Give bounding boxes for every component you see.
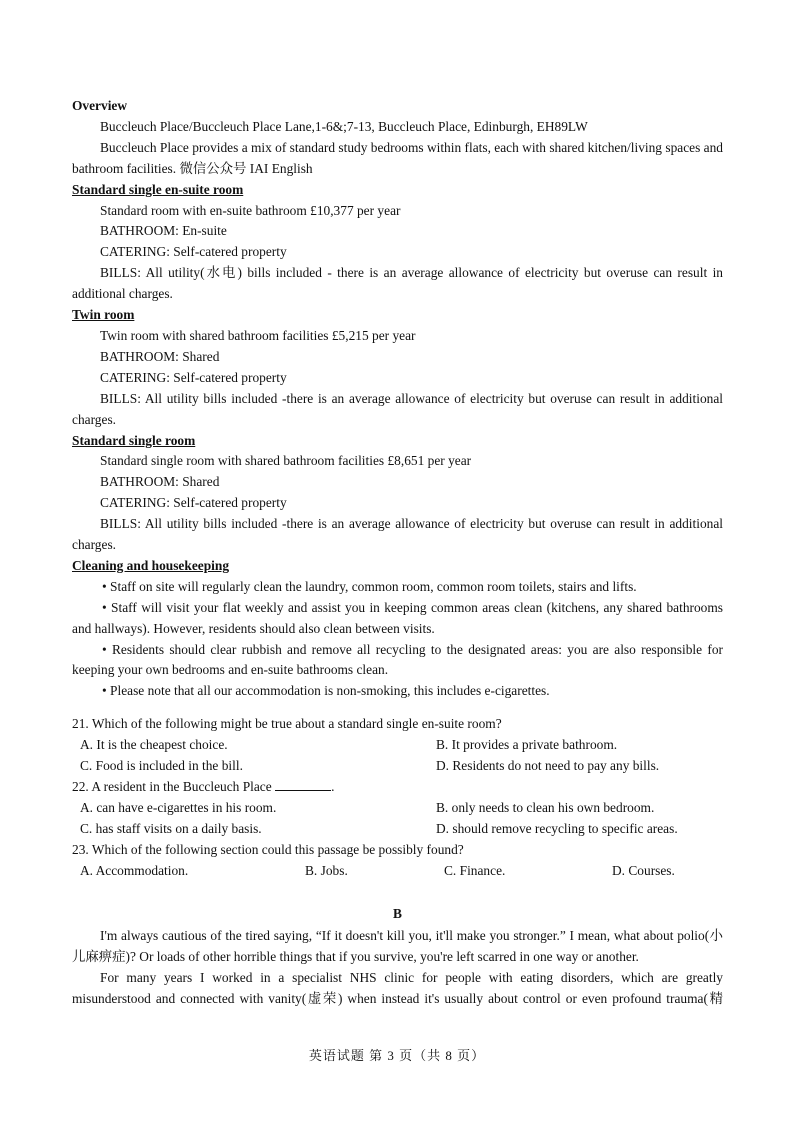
page-footer: 英语试题 第 3 页（共 8 页） bbox=[308, 1048, 486, 1063]
twin-bills: BILLS: All utility bills included -there is an average allowance of electricity but overuse can result in additional charges. bbox=[72, 390, 723, 427]
cleaning-bullet: • Residents should clear rubbish and remove all recycling to the designated areas: you are also responsible for keeping your own bedrooms and en-suite bathrooms clean. bbox=[72, 641, 723, 678]
q22-option-c[interactable]: C. has staff visits on a daily basis. bbox=[80, 820, 262, 836]
single-bathroom: BATHROOM: Shared bbox=[100, 474, 220, 490]
section-b-paragraph: I'm always cautious of the tired saying, “If it doesn't kill you, it'll make you stronger.” I mean, what about polio(小儿麻痹症)? Or loads of other horrible things that if you survive, you're left scarred in one way or another. bbox=[72, 928, 723, 965]
twin-heading: Twin room bbox=[72, 307, 135, 323]
ensuite-bills: BILLS: All utility(水电) bills included - there is an average allowance of electricity but overuse can result in additional charges. bbox=[72, 265, 723, 302]
q21-option-a[interactable]: A. It is the cheapest choice. bbox=[80, 737, 228, 753]
q22-option-d[interactable]: D. should remove recycling to specific areas. bbox=[436, 820, 678, 836]
ensuite-heading: Standard single en-suite room bbox=[72, 181, 244, 197]
ensuite-catering: CATERING: Self-catered property bbox=[100, 244, 287, 260]
q21-option-b[interactable]: B. It provides a private bathroom. bbox=[436, 737, 618, 753]
section-b-label: B bbox=[393, 905, 402, 921]
cleaning-bullet: • Staff will visit your flat weekly and assist you in keeping common areas clean (kitchens, any shared bathrooms and hallways). However, residents should also clean between visits. bbox=[72, 599, 723, 636]
ensuite-price: Standard room with en-suite bathroom £10,377 per year bbox=[100, 202, 401, 218]
overview-heading: Overview bbox=[72, 98, 128, 113]
twin-price: Twin room with shared bathroom facilities £5,215 per year bbox=[100, 327, 416, 343]
ensuite-bathroom: BATHROOM: En-suite bbox=[100, 223, 227, 239]
exam-page bbox=[72, 96, 723, 1010]
q22-answer-blank[interactable] bbox=[275, 778, 331, 791]
question-22-stem bbox=[72, 777, 723, 798]
single-price: Standard single room with shared bathroom facilities £8,651 per year bbox=[100, 453, 472, 469]
single-catering: CATERING: Self-catered property bbox=[100, 495, 287, 511]
single-bills: BILLS: All utility bills included -there is an average allowance of electricity but overuse can result in additional charges. bbox=[72, 516, 723, 553]
q22-option-b[interactable]: B. only needs to clean his own bedroom. bbox=[436, 799, 655, 815]
q23-option-c[interactable]: C. Finance. bbox=[444, 862, 506, 878]
q23-option-d[interactable]: D. Courses. bbox=[612, 862, 675, 878]
cleaning-bullet: • Staff on site will regularly clean the laundry, common room, common room toilets, stairs and lifts. bbox=[102, 578, 637, 594]
q22-stem-text: 22. A resident in the Buccleuch Place bbox=[72, 779, 272, 794]
twin-catering: CATERING: Self-catered property bbox=[100, 369, 287, 385]
section-b-paragraph: For many years I worked in a specialist NHS clinic for people with eating disorders, which are greatly misunderstood and connected with vanity(虚荣) when instead it's usually about control or even profound trauma(精 bbox=[72, 970, 723, 1007]
question-21-stem: 21. Which of the following might be true about a standard single en-suite room? bbox=[72, 716, 502, 732]
twin-bathroom: BATHROOM: Shared bbox=[100, 348, 220, 364]
q23-option-b[interactable]: B. Jobs. bbox=[305, 862, 348, 878]
q21-option-d[interactable]: D. Residents do not need to pay any bills. bbox=[436, 758, 660, 774]
cleaning-bullet: • Please note that all our accommodation is non-smoking, this includes e-cigarettes. bbox=[102, 683, 550, 699]
single-heading: Standard single room bbox=[72, 432, 196, 448]
overview-description: Buccleuch Place provides a mix of standard study bedrooms within flats, each with shared kitchen/living spaces and bathroom facilities. 微信公众号 IAI English bbox=[72, 139, 723, 176]
q21-option-c[interactable]: C. Food is included in the bill. bbox=[80, 758, 243, 774]
q23-option-a[interactable]: A. Accommodation. bbox=[80, 862, 189, 878]
q22-option-a[interactable]: A. can have e-cigarettes in his room. bbox=[80, 799, 277, 815]
question-23-stem: 23. Which of the following section could this passage be possibly found? bbox=[72, 841, 464, 857]
q22-stem-end: . bbox=[331, 779, 335, 794]
overview-address: Buccleuch Place/Buccleuch Place Lane,1-6&;7-13, Buccleuch Place, Edinburgh, EH89LW bbox=[100, 118, 588, 134]
cleaning-heading: Cleaning and housekeeping bbox=[72, 557, 230, 573]
